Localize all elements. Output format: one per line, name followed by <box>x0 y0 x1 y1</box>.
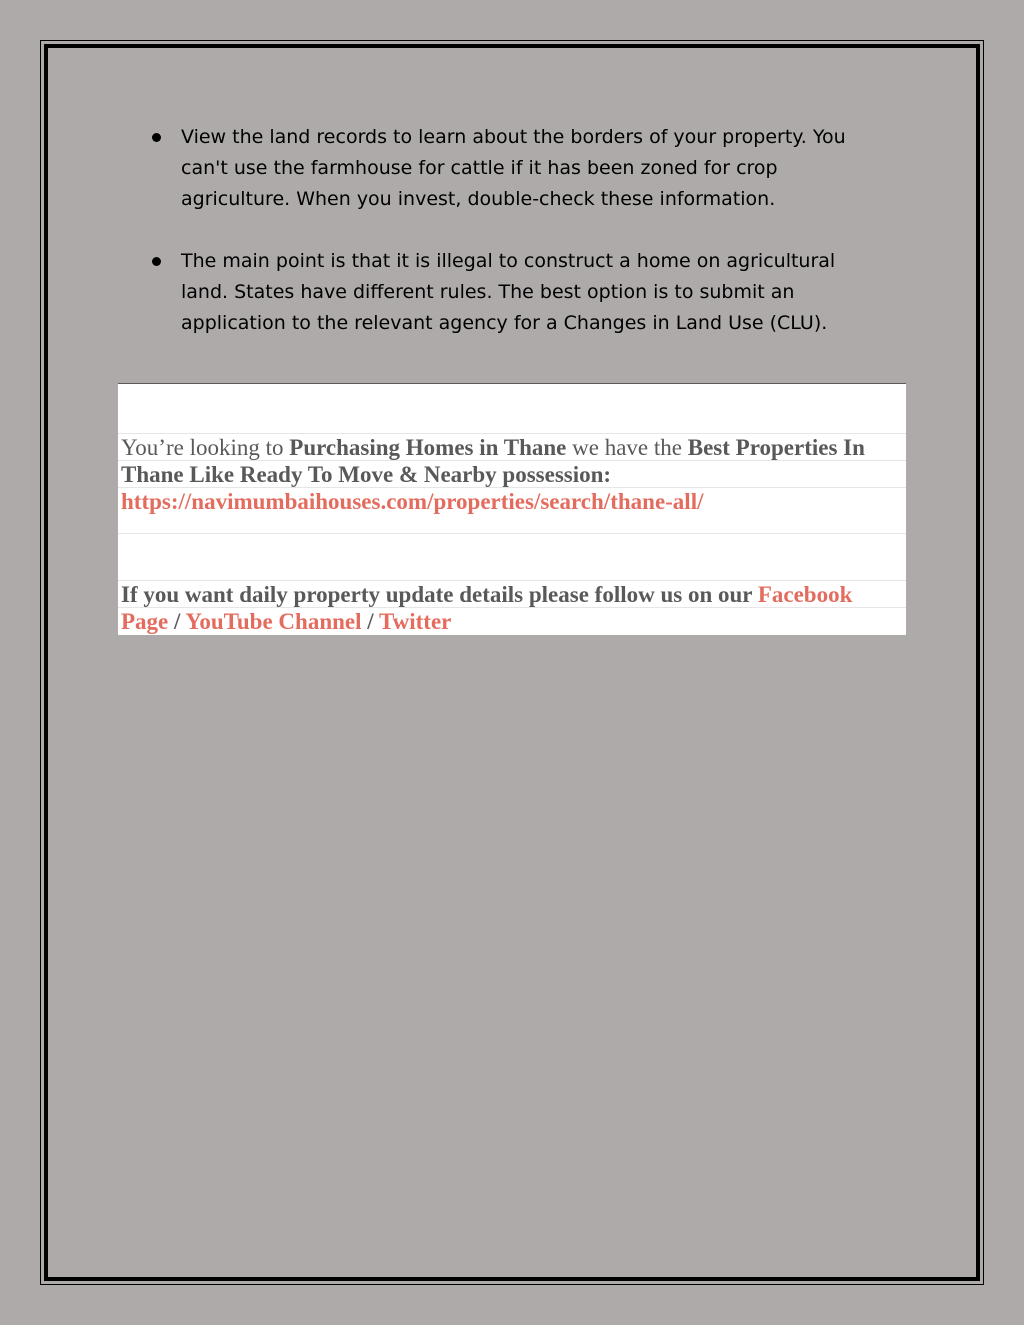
bullet-item <box>148 246 888 339</box>
bullet-text: The main point is that it is illegal to construct a home on agricultural land. States have different rules. The best option is to submit an application to the relevant agency for a Changes in Land Use (CLU). <box>181 250 836 334</box>
thane-properties-link[interactable]: https://navimumbaihouses.com/properties/search/thane-all/ <box>121 489 704 514</box>
youtube-link[interactable]: YouTube Channel <box>185 609 362 634</box>
facebook-link[interactable]: Facebook Page <box>121 582 853 634</box>
promo-paragraph <box>121 434 901 515</box>
separator: / <box>168 609 186 634</box>
bullet-text: View the land records to learn about the borders of your property. You can't use the farmhouse for cattle if it has been zoned for crop agriculture. When you invest, double-check these information. <box>181 126 846 210</box>
bullet-list <box>148 122 888 339</box>
promo-intro: You’re looking to <box>121 435 290 460</box>
follow-paragraph <box>121 581 901 635</box>
bullet-icon <box>152 257 161 266</box>
twitter-link[interactable]: Twitter <box>379 609 452 634</box>
promo-box <box>118 383 906 635</box>
bullet-icon <box>152 133 161 142</box>
promo-mid: we have the <box>566 435 688 460</box>
bullet-item <box>148 122 888 215</box>
promo-bold-properties: Best Properties In Thane Like Ready To Move & Nearby possession: <box>121 435 865 487</box>
promo-bold-keyword: Purchasing Homes in Thane <box>289 435 567 460</box>
separator: / <box>361 609 380 634</box>
follow-text: If you want daily property update details please follow us on our <box>121 582 758 607</box>
divider-line <box>118 533 906 534</box>
